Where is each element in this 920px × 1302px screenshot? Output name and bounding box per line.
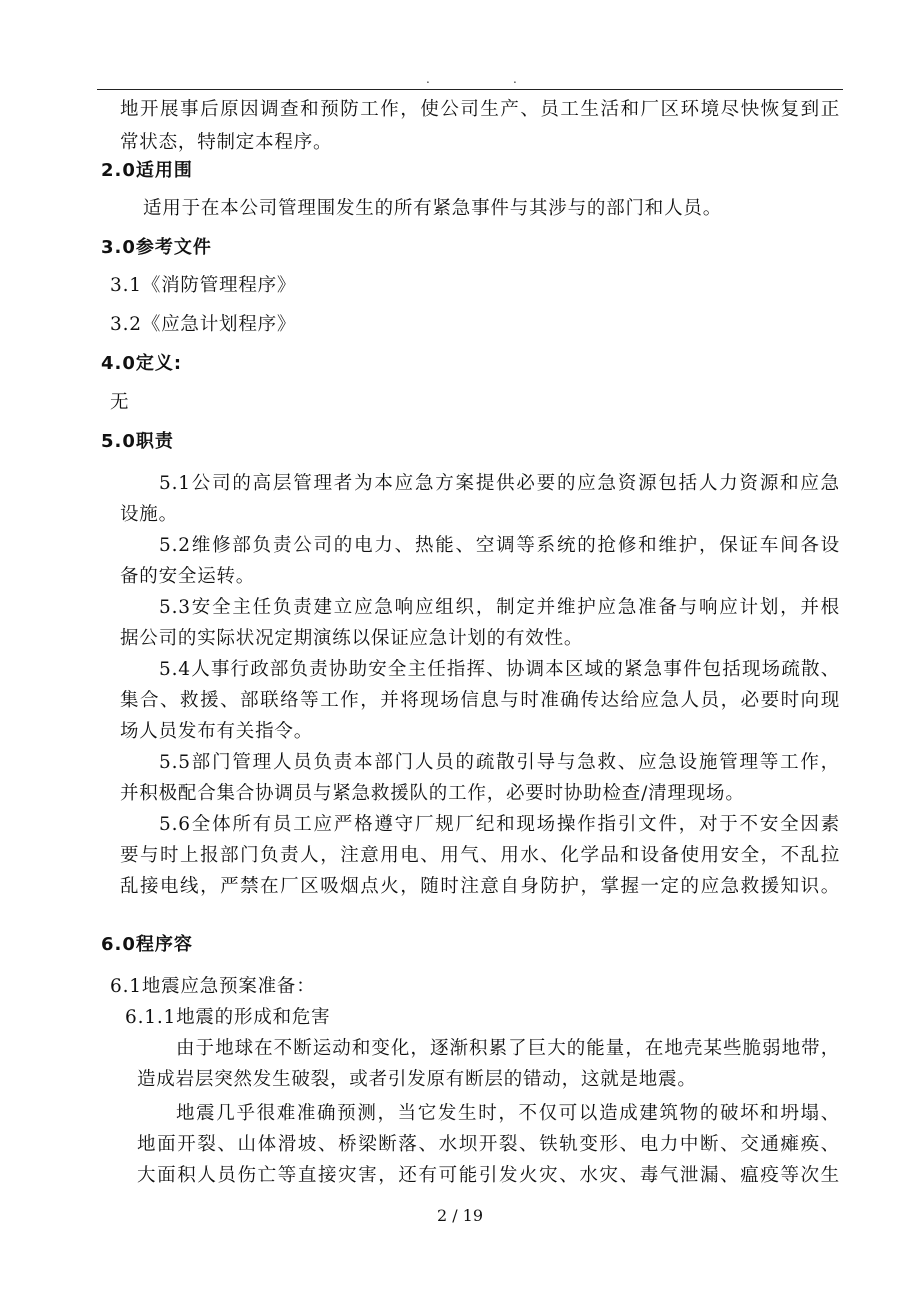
body-text-line: 由于地球在不断运动和变化，逐渐积累了巨大的能量，在地壳某些脆弱地带， [176,1038,840,1059]
body-text-line: 5.6全体所有员工应严格遵守厂规厂纪和现场操作指引文件，对于不安全因素 [159,814,840,835]
body-text-line: 据公司的实际状况定期演练以保证应急计划的有效性。 [120,628,584,649]
section-heading-responsibilities: 5.0职责 [101,431,174,452]
body-text-line: 大面积人员伤亡等直接灾害，还有可能引发火灾、水灾、毒气泄漏、瘟疫等次生 [137,1165,840,1186]
body-text-line: 5.5部门管理人员负责本部门人员的疏散引导与急救、应急设施管理等工作， [159,752,840,773]
body-text-line: 5.4人事行政部负责协助安全主任指挥、协调本区域的紧急事件包括现场疏散、 [159,659,840,680]
reference-item: 3.1《消防管理程序》 [110,275,297,296]
body-text-line: 无 [110,392,130,413]
section-heading-scope: 2.0适用围 [101,160,193,181]
section-heading-references: 3.0参考文件 [101,237,212,258]
body-text-line: 地震几乎很难准确预测，当它发生时，不仅可以造成建筑物的破坏和坍塌、 [176,1103,840,1124]
body-text-line: 造成岩层突然发生破裂，或者引发原有断层的错动，这就是地震。 [137,1069,697,1090]
header-rule [97,89,843,90]
body-text-line: 要与时上报部门负责人，注意用电、用气、用水、化学品和设备使用安全，不乱拉 [120,845,840,866]
header-dot: . [513,72,517,86]
body-text-line: 地开展事后原因调查和预防工作，使公司生产、员工生活和厂区环境尽快恢复到正 [120,99,840,120]
body-text-line: 适用于在本公司管理围发生的所有紧急事件与其涉与的部门和人员。 [143,198,723,219]
body-text-line: 乱接电线，严禁在厂区吸烟点火，随时注意自身防护，掌握一定的应急救援知识。 [120,876,840,897]
section-heading-definitions: 4.0定义: [101,353,183,374]
body-text-line: 5.2维修部负责公司的电力、热能、空调等系统的抢修和维护，保证车间各设 [159,535,840,556]
body-text-line: 设施。 [120,504,178,525]
body-text-line: 地面开裂、山体滑坡、桥梁断落、水坝开裂、铁轨变形、电力中断、交通瘫痪、 [137,1134,840,1155]
body-text-line: 5.3安全主任负责建立应急响应组织，制定并维护应急准备与响应计划，并根 [159,597,840,618]
section-heading-procedure: 6.0程序容 [101,934,193,955]
body-text-line: 场人员发布有关指令。 [120,721,314,742]
body-text-line: 5.1公司的高层管理者为本应急方案提供必要的应急资源包括人力资源和应急 [159,473,840,494]
body-text-line: 常状态，特制定本程序。 [120,132,333,153]
body-text-line: 集合、救援、部联络等工作，并将现场信息与时准确传达给应急人员，必要时向现 [120,690,840,711]
page-header [0,74,920,84]
body-text-line: 备的安全运转。 [120,566,256,587]
body-text-line: 并积极配合集合协调员与紧急救援队的工作，必要时协助检查/清理现场。 [120,783,745,804]
subsection-heading: 6.1地震应急预案准备： [110,976,316,997]
reference-item: 3.2《应急计划程序》 [110,314,297,335]
page-number: 2 / 19 [436,1206,484,1225]
subsection-heading: 6.1.1地震的形成和危害 [125,1007,331,1028]
header-dot: . [426,72,430,86]
